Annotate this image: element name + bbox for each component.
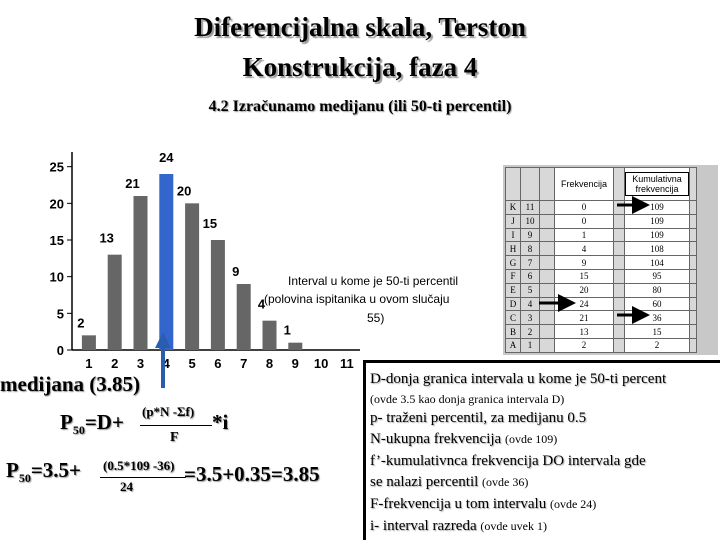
cell-letter: E — [506, 283, 521, 297]
cell-cumulative: 109 — [625, 201, 690, 215]
bar-value-label: 9 — [232, 264, 240, 279]
x-tick-label: 9 — [291, 356, 299, 370]
cell-cumulative: 80 — [625, 283, 690, 297]
formula1-numerator: (p*N -Σf) — [142, 404, 195, 419]
x-tick-label: 1 — [85, 356, 93, 370]
formula1-sub: 50 — [72, 423, 85, 438]
legend-F-text: F-frekvencija u tom intervalu — [370, 496, 550, 512]
cell-cumulative: 108 — [625, 242, 690, 256]
cell-letter: I — [506, 228, 521, 242]
cell-frequency: 9 — [555, 256, 614, 270]
bar-value-label: 21 — [125, 176, 140, 191]
cell-frequency: 21 — [555, 311, 614, 325]
cell-number: 7 — [521, 256, 540, 270]
bar-value-label: 13 — [99, 230, 114, 246]
cell-cumulative: 15 — [625, 325, 690, 339]
y-tick-label: 10 — [49, 269, 64, 285]
legend-f-cum-note: (ovde 36) — [482, 475, 529, 489]
legend-d-note: (ovde 3.5 kao donja granica intervala D) — [370, 392, 565, 406]
frequency-table-panel — [503, 165, 718, 355]
annotation-line-1: Interval u kome je 50-ti percentil — [288, 274, 459, 288]
formula2-eq: =3.5+ — [30, 458, 82, 482]
formula2-denominator: 24 — [120, 479, 133, 494]
bar-value-label: 4 — [257, 296, 266, 312]
x-tick-label: 2 — [111, 356, 119, 370]
bar-value-label: 20 — [176, 183, 192, 199]
cell-number: 3 — [521, 311, 540, 325]
cell-number: 4 — [521, 297, 540, 311]
legend-i-note: (ovde uvek 1) — [480, 519, 548, 533]
x-tick-label: 4 — [162, 356, 170, 370]
formula2-sub: 50 — [18, 471, 31, 486]
cell-cumulative: 109 — [625, 214, 690, 228]
cell-letter: C — [506, 311, 521, 325]
cell-number: 8 — [521, 242, 540, 256]
cell-number: 10 — [521, 214, 540, 228]
bar-value-label: 2 — [77, 315, 85, 331]
x-tick-label: 8 — [265, 356, 274, 370]
bar — [211, 240, 225, 350]
legend-f-cum-text: se nalazi percentil — [370, 474, 483, 490]
formula1-p: P — [60, 410, 73, 434]
cell-cumulative: 109 — [625, 228, 690, 242]
legend-n-note: (ovde 109) — [504, 432, 558, 446]
legend-d: D-donja granica intervala u kome je 50-ti percent — [370, 371, 667, 387]
cell-letter: A — [506, 338, 521, 352]
bar — [134, 196, 148, 350]
cell-frequency: 20 — [555, 283, 614, 297]
bar — [82, 335, 96, 350]
formula2-fraction-bar — [100, 477, 186, 478]
legend-explanation-box — [363, 360, 720, 540]
legend-i-text: i- interval razreda — [370, 518, 481, 534]
cell-letter: H — [506, 242, 521, 256]
legend-n-text: N-ukupna frekvencija — [370, 431, 505, 447]
y-tick-label: 25 — [49, 159, 64, 175]
y-tick-label: 0 — [56, 343, 64, 358]
subtitle: 4.2 Izračunamo medijanu (ili 50-ti percentil) — [208, 98, 512, 115]
cell-cumulative: 104 — [625, 256, 690, 270]
histogram-chart — [30, 140, 360, 370]
col-header-cumulative: Kumulativna frekvencija — [625, 172, 689, 196]
x-tick-label: 7 — [240, 356, 248, 370]
cell-frequency: 15 — [555, 269, 614, 283]
annotation-line-3: 55) — [367, 311, 385, 325]
cell-letter: K — [506, 201, 521, 215]
cell-number: 6 — [521, 269, 540, 283]
cell-number: 5 — [521, 283, 540, 297]
bar-value-label: 24 — [159, 150, 174, 165]
x-tick-label: 6 — [214, 356, 222, 370]
cell-number: 11 — [521, 201, 540, 215]
x-tick-label: 10 — [313, 356, 329, 370]
cell-letter: F — [506, 269, 521, 283]
formula1-denominator: F — [170, 430, 179, 445]
bar-value-label: 15 — [202, 216, 218, 231]
cell-number: 9 — [521, 228, 540, 242]
cell-cumulative: 2 — [625, 338, 690, 352]
y-tick-label: 20 — [49, 196, 64, 212]
cell-frequency: 4 — [555, 242, 614, 256]
median-arrow — [150, 330, 190, 390]
x-tick-label: 3 — [136, 356, 145, 370]
legend-f-cum-2 — [370, 474, 528, 491]
formula2-numerator: (0.5*109 -36) — [103, 458, 175, 473]
legend-p: p- traženi percentil, za medijanu 0.5 — [370, 410, 587, 426]
legend-i — [370, 518, 547, 535]
x-tick-label: 5 — [188, 356, 196, 370]
y-tick-label: 15 — [49, 233, 64, 248]
cell-frequency: 24 — [555, 297, 614, 311]
cell-frequency: 13 — [555, 325, 614, 339]
cell-letter: G — [506, 256, 521, 270]
cell-letter: B — [506, 325, 521, 339]
formula2-p: P — [6, 458, 19, 482]
bar — [288, 343, 302, 350]
title-line-2: Konstrukcija, faza 4 — [242, 52, 478, 82]
table-arrows — [503, 165, 718, 355]
bar — [159, 174, 173, 350]
bar — [263, 321, 277, 350]
legend-F — [370, 496, 596, 513]
cell-cumulative: 36 — [625, 311, 690, 325]
cell-frequency: 0 — [555, 201, 614, 215]
annotation-line-2: (polovina ispitanika u ovom slučaju — [264, 292, 450, 306]
bar — [237, 284, 251, 350]
bar — [185, 203, 199, 350]
cell-number: 1 — [521, 338, 540, 352]
formula1-tail: *i — [212, 410, 229, 434]
legend-F-note: (ovde 24) — [549, 497, 597, 511]
formula-general — [60, 410, 124, 438]
col-header-frequency: Frekvencija — [560, 179, 607, 189]
formula1-fraction-bar — [140, 425, 212, 426]
cell-frequency: 0 — [555, 214, 614, 228]
bar — [108, 255, 122, 350]
cell-cumulative: 95 — [625, 269, 690, 283]
cell-letter: D — [506, 297, 521, 311]
formula2-tail: =3.5+0.35=3.85 — [184, 462, 320, 486]
title-line-1: Diferencijalna skala, Terston — [194, 12, 526, 42]
cell-number: 2 — [521, 325, 540, 339]
y-tick-label: 5 — [56, 306, 64, 322]
formula-applied — [6, 458, 81, 486]
median-label: medijana (3.85) — [0, 372, 140, 396]
cell-letter: J — [506, 214, 521, 228]
cell-frequency: 2 — [555, 338, 614, 352]
formula1-eq: =D+ — [84, 410, 124, 434]
cell-frequency: 1 — [555, 228, 614, 242]
x-tick-label: 11 — [340, 356, 354, 370]
bar-value-label: 1 — [283, 322, 291, 338]
cell-cumulative: 60 — [625, 297, 690, 311]
legend-n — [370, 431, 557, 448]
legend-f-cum: f’-kumulativnca frekvencija DO intervala gde — [370, 453, 646, 469]
